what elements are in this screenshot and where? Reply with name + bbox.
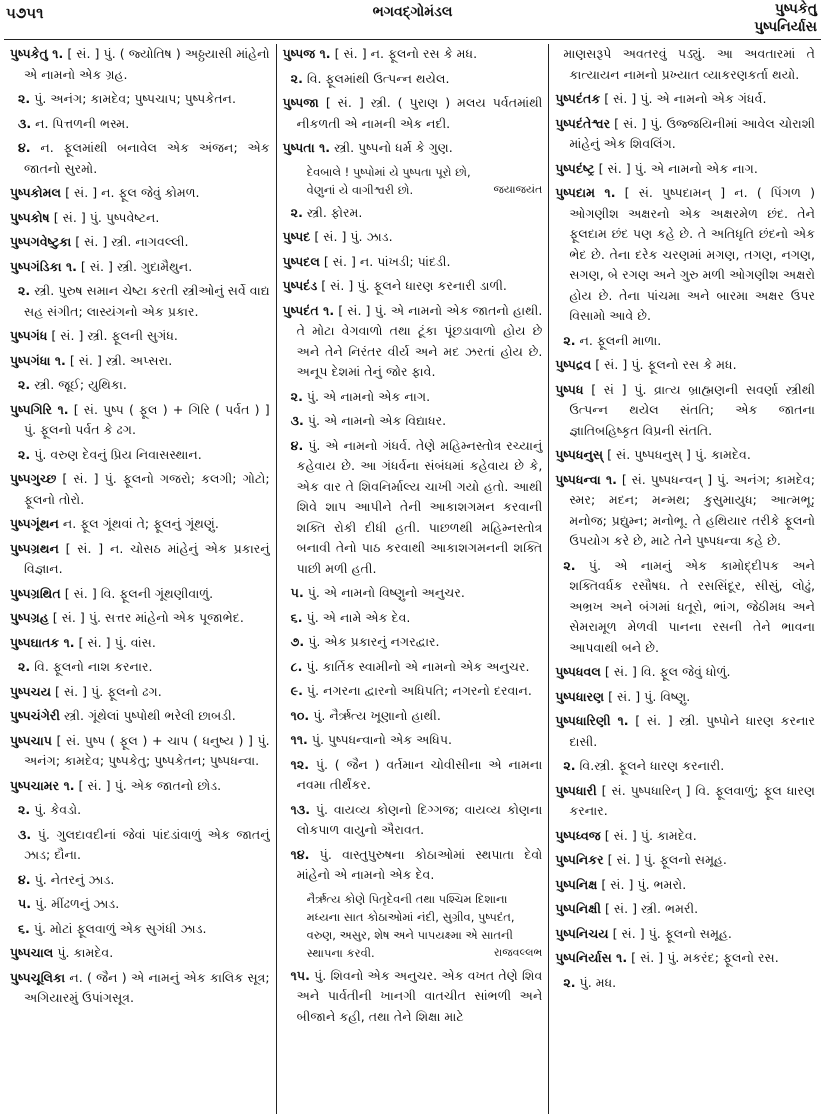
sense-entry [10,114,270,135]
sense-entry [283,69,543,90]
headword: પુષ્પચય [10,683,52,699]
headword: પુષ્પચૂલિકા [10,969,66,985]
headword: પુષ્પદંતક [555,91,601,106]
definition: [ સં. ] ન. પાંખડી; પાંદડી. [319,253,451,269]
definition: [ સં. ] પું. ફૂલનો સમૂહ. [608,925,732,941]
headword: પુષ્પચામર ૧. [10,777,75,793]
sense-number: ૨. [18,91,31,106]
sense-entry [10,89,270,110]
quotation-source: જયાજયંત [493,182,543,196]
sense-number: ૬. [290,609,303,625]
dictionary-entry [283,301,543,383]
dictionary-entry [555,948,815,969]
dictionary-entry [555,875,815,896]
definition: [ સં. ] ન. ફૂલનો રસ કે મધ. [330,46,478,61]
sense-number: ૩. [18,115,32,131]
sense-entry [283,966,543,1028]
definition: પું. વરુણ દેવનું પ્રિય નિવાસસ્થાન. [30,446,202,462]
dictionary-entry [555,781,815,822]
headword: પુષ્પનિચય [555,925,609,941]
sense-entry [10,800,270,821]
sense-entry [283,632,543,653]
guide-word-last: પુષ્પનિર્યાસ [754,19,817,35]
dictionary-entry [10,584,270,605]
headword: પુષ્પકોમલ [10,185,62,200]
dictionary-entry [10,326,270,347]
sense-entry [283,657,543,678]
sense-number: ૧૫. [290,967,310,983]
dictionary-entry [10,968,270,1009]
sense-number: ૫. [290,585,304,600]
definition: [ સં. ] ન. ફૂલ જેવું કોમળ. [61,185,200,200]
definition: [ સં. ] પું. એક જાતનો છોડ. [74,777,222,793]
definition: [ સં. ] પું. મકરંદ; ફૂલનો રસ. [627,950,779,965]
headword: પુષ્પજા [282,95,319,110]
definition: [ સં. ] પું. ભમરો. [597,876,687,892]
sense-number: ૩. [18,826,32,842]
dictionary-entry [555,380,815,442]
definition: સ્ત્રી. ગૂંથેલાં પુષ્પોથી ભરેલી છાબડી. [60,708,236,723]
sense-number: ૨. [18,283,31,298]
definition: [ સં. ] પું. ઝાડ. [310,229,393,244]
sense-entry [10,894,270,915]
definition: [ સં. પુષ્પધનુસ્ ] પું. કામદેવ. [603,447,751,462]
definition: વિ.સ્ત્રી. ફૂલને ધારણ કરનારી. [575,758,725,773]
definition: [ સં. ] પું. વાંસ. [74,634,156,650]
dictionary-entry [10,731,270,772]
definition: પું. કેવડો. [30,802,82,817]
definition: [ સં. ] ન. ચોસઠ માંહેનું એક પ્રકારનું વિજ્ઞાન. [24,540,270,576]
sense-number: ૫. [18,896,32,911]
dictionary-entry [555,687,815,708]
quotation-line [307,163,543,181]
dictionary-entry [10,44,270,85]
dictionary-entry [555,114,815,155]
sense-number: ૧૦. [290,707,310,723]
quotation-text: દેવબાલે ! પુષ્પોમાં યે પુષ્પતા પૂરો છો, [306,164,471,179]
sense-entry [283,411,543,432]
definition: [ સં. પુષ્પધન્વન્ ] પું. અનંગ; કામદેવ; સ્મર; મદન; મન્મથ; કુસુમાયુધ; આત્મભૂ; મનોજ; પ્રદ્યુમ્ન; મનોભૂ. તે હથિયાર તરીકે ફૂલનો ઉપયોગ કરે છે, માટે તેને પુષ્પધન્વા કહે છે. [569,471,816,548]
definition: [ સં. ] પું. સત્તર માંહેનો એક પૂજાભેદ. [48,610,244,625]
page-number: ૫૭૫૧ [6,4,44,22]
headword: પુષ્પગિરિ ૧. [10,401,69,417]
dictionary-entry [10,539,270,580]
sense-number: ૨. [563,758,576,773]
definition: [ સં. ] પું. કામદેવ. [600,827,697,843]
definition: [ સં. પુષ્પ ( ફૂલ ) + ચાપ ( ધનુષ્ય ) ] પું. અનંગ; કામદેવ; પુષ્પકેતુ; પુષ્પકેતન; પુષ્પધન્વા. [24,732,270,768]
definition: ન. ફૂલની માળા. [575,332,662,348]
headword: પુષ્પધારિણી ૧. [555,713,629,728]
quotation-line [307,890,543,962]
definition: પું. એક પ્રકારનું નગરદ્વાર. [304,634,440,649]
definition: પું. વાસ્તુપુરુષના કોઠાઓમાં સ્થપાતા દેવો માંહેનો એ નામનો એક દેવ. [296,846,543,882]
definition: પું. એ નામનો ગંધર્વ. તેણે મહિમ્નસ્તોત્ર રચ્યાનું કહેવાય છે. આ ગંધર્વના સંબંધમાં કહેવાય છે કે, એક વાર તે શિવનિર્માલ્ય ચાખી ગયો હતો. આથી શિવે શાપ આપીને તેની આકાશગમન કરવાની શક્તિ રોકી દીધી હતી. પાછળથી મહિમ્નસ્તોત્ર બનાવી તેનો પાઠ કરવાથી આકાશગમનની શક્તિ પાછી મળી હતી. [296,437,543,576]
quotation-line [307,181,543,199]
dictionary-entry [555,183,815,327]
sense-number: ૨. [290,388,303,404]
sense-entry [283,608,543,629]
dictionary-entry [555,662,815,683]
sense-number: ૨. [563,332,576,348]
headword: પુષ્પગંધા ૧. [10,352,66,368]
dictionary-entry [10,183,270,204]
sense-entry [283,706,543,727]
definition: [ સં. ] પું. ઉજ્જયિનીમાં આવેલ ચોરાશી માંહેનું એક શિવલિંગ. [569,115,816,151]
dictionary-entry [555,355,815,376]
definition: પું. વાયવ્ય કોણનો દિગ્ગજ; વાયવ્ય કોણના લોકપાળ વાયુનો ઐરાવત. [296,801,543,837]
definition: [ સં. ] પું. પુષ્પવેષ્ટન. [49,209,160,225]
guide-word-first: પુષ્પકેતુ [774,1,817,17]
sense-entry [555,331,815,352]
headword: પુષ્પદામ ૧. [555,185,616,200]
dictionary-entry [555,850,815,871]
sense-entry [283,583,543,604]
definition: પું. મીંઢળનું ઝાડ. [31,896,120,911]
headword: પુષ્પતા ૧. [282,140,331,155]
headword: પુષ્પગુચ્છ [10,471,57,486]
quotation-text: નૈર્ઋત્ય કોણે પિતૃદેવની તથા પશ્ચિમ દિશાના મધ્યના સાત કોઠાઓમાં નંદી, સુગ્રીવ, પુષ્પદંત, વરુણ, અસુર, શેષ અને પાપયક્ષ્મા એ સાતની સ્થાપના કરવી. [306,891,515,960]
definition: પું. એ નામનો એક નાગ. [302,388,431,404]
headword: પુષ્પચંગેરી [10,708,61,723]
quotation-source: રાજવલ્લભ [493,945,543,959]
sense-entry [283,681,543,702]
sense-entry [283,436,543,580]
sense-number: ૨. [563,557,576,573]
headword: પુષ્પદંડ [282,278,318,293]
dictionary-entry [283,276,543,297]
definition: પું. પુષ્પધન્વાનો એક અધિપ. [307,732,453,747]
dictionary-entry [10,469,270,510]
definition: પું. કાર્તિક સ્વામીનો એ નામનો એક અનુચર. [302,658,530,674]
definition: [ સં. ] પું. વિષ્ણુ. [604,688,691,704]
sense-entry [283,730,543,751]
headword: પુષ્પનિકર [555,852,604,867]
definition: ન. ફૂલમાંથી બનાવેલ એક અંજન; એક જાતનો સુરમો. [24,140,270,176]
definition: [ સં. ] પું. ( જ્યોતિષ ) અઠ્ઠયાસી માંહેનો એ નામનો એક ગ્રહ. [24,46,270,82]
sense-number: ૭. [290,634,305,649]
sense-number: ૪. [18,871,31,887]
definition: પું. એ નામનો વિષ્ણુનો અનુચર. [303,585,465,600]
sense-number: ૧૨. [290,756,310,772]
headword: પુષ્પકોષ [10,209,50,225]
headword: પુષ્પગવેષ્ટુકા [10,234,72,249]
sense-number: ૪. [290,437,304,453]
definition: [ સં. ] પું. ફૂલનો રસ કે મધ. [591,357,737,372]
definition: પું. નેતરનું ઝાડ. [30,871,115,887]
definition: પું. ( જૈન ) વર્તમાન ચોવીસીના એ નામના નવમા તીર્થંકર. [296,756,543,792]
definition: [ સં. ] પું. ફૂલનો ગજરો; કલગી; ગોટો; ફૂલનો તોરો. [24,471,270,507]
sense-entry [555,756,815,777]
dictionary-entry [283,252,543,273]
column-2 [276,44,549,1114]
dictionary-entry [555,159,815,180]
headword: પુષ્પધ્વજ [555,827,601,843]
dictionary-entry [10,514,270,535]
definition: [ સં. ] સ્ત્રી. ભમરી. [600,901,699,916]
sense-entry [10,919,270,940]
definition: [ સં ] પું. વ્રાત્ય બ્રાહ્મણની સવર્ણા સ્ત્રીથી ઉત્પન્ન થયેલ સંતતિ; એક જાતના જ્ઞાતિબહિષ્કૃત વિપ્રની સંતતિ. [569,381,816,438]
definition: [ સં. ] સ્ત્રી. પુષ્પોને ધારણ કરનાર દાસી. [569,713,816,749]
dictionary-entry [283,227,543,248]
sense-entry [10,445,270,466]
dictionary-entry [10,682,270,703]
definition: [ સં. ] સ્ત્રી. ગુદામૈથુન. [76,258,193,274]
headword: પુષ્પદંષ્ટ્ર [555,160,595,176]
sense-entry [283,387,543,408]
dictionary-entry [555,470,815,552]
sense-entry [10,138,270,179]
sense-entry [10,825,270,866]
sense-number: ૨. [18,446,31,462]
definition: [ સં. પુષ્પધારિન્ ] વિ. ફૂલવાળું; ફૂલ ધારણ કરનાર. [569,782,816,818]
headword: પુષ્પધારણ [555,688,605,704]
dictionary-entry [10,608,270,629]
sense-entry [10,375,270,396]
dictionary-entry [10,633,270,654]
dictionary-entry [10,232,270,253]
sense-number: ૨. [18,377,31,392]
dictionary-entry [10,706,270,727]
definition: પું. નૈર્ઋત્ય ખૂણાનો હાથી. [309,707,441,723]
definition: માણસરૂપે અવતરવું પડ્યું. આ અવતારમાં તે કાત્યાયન નામનો પ્રખ્યાત વ્યાકરણકર્તા થયો. [563,46,816,82]
dictionary-entry [10,943,270,964]
dictionary-entry [10,257,270,278]
definition: [ સં. ] પું. ફૂલનો સમૂહ. [603,852,727,867]
sense-number: ૨. [290,70,303,86]
definition: પું. નગરના દ્વારનો અધિપતિ; નગરનો દરવાન. [302,683,532,698]
dictionary-entry [555,445,815,466]
definition: પું. કામદેવ. [53,945,114,960]
definition: [ સં. ] સ્ત્રી. નાગવલ્લી. [71,234,189,249]
headword: પુષ્પઘાતક ૧. [10,634,75,650]
headword: પુષ્પધન્વા ૧. [555,471,617,487]
headword: પુષ્પગૂંથન [10,516,59,531]
quotation-text: વેણુનાં યે વાગીશ્વરી છો. [306,182,414,197]
headword: પુષ્પધારી [555,782,597,798]
headword: પુષ્પદ્રવ [555,357,592,372]
sense-entry [555,556,815,659]
sense-entry [283,845,543,886]
dictionary-entry [555,89,815,110]
dictionary-entry [10,400,270,441]
dictionary-entry [10,208,270,229]
sense-number: ૪. [18,140,31,155]
definition: પું. મધ. [575,974,617,990]
definition: પું. એ નામે એક દેવ. [302,609,411,625]
definition: [ સં. ] પું. એ નામનો એક નાગ. [594,160,758,176]
guide-words [754,0,817,36]
headword: પુષ્પગંધ [10,328,48,343]
sense-number: ૧૪. [290,846,310,862]
headword: પુષ્પગ્રહ [10,610,49,625]
definition: સ્ત્રી. ફોરમ. [302,204,363,220]
dictionary-entry [283,93,543,134]
definition: પું. ગુલદાવદીનાં જેવાં પાંદડાંવાળું એક જાતનું ઝાડ; દૌના. [24,826,270,862]
dictionary-entry [555,899,815,920]
definition: [ સં. ] પું. ફૂલનો ઢગ. [51,683,162,699]
sense-entry [283,800,543,841]
headword: પુષ્પજ ૧. [282,46,331,61]
definition: [ સં. પુષ્પદામન્ ] ન. ( પિંગળ ) ઓગણીશ અક્ષરનો એક અક્ષરમેળ છંદ. તેને ફૂલદામ છંદ પણ કહે છે. તે અતિધૃતિ છંદનો એક ભેદ છે. તેના દરેક ચરણમાં મગણ, તગણ, નગણ, સગણ, બે રગણ અને ગુરુ મળી ઓગણીશ અક્ષરો હોય છે. તેના પાંચમા અને બારમા અક્ષર ઉપર વિસામો આવે છે. [569,185,816,323]
headword: પુષ્પદંત ૧. [282,302,335,318]
definition: [ સં. ] પું. ફૂલને ધારણ કરનારી ડાળી. [317,278,507,293]
column-3 [548,44,821,1114]
sense-entry [10,281,270,322]
headword: પુષ્પકેતુ ૧. [10,46,64,61]
definition: ન. ( જૈન ) એ નામનું એક કાલિક સૂત્ર; અગિયારમું ઉપાંગસૂત્ર. [24,969,270,1005]
dictionary-columns [4,44,821,1114]
definition: પું. મોટાં ફૂલવાળું એક સુગંધી ઝાડ. [29,920,207,936]
header-rule [4,39,821,40]
quotation [283,890,543,962]
page-header [0,0,825,40]
headword: પુષ્પદ [282,229,311,244]
definition: વિ. ફૂલમાંથી ઉત્પન્ન થયેલ. [302,70,450,86]
definition: [ સં. ] સ્ત્રી. ફૂલની સુગંધ. [47,328,178,343]
headword: પુષ્પધ [555,381,584,397]
sense-entry [555,973,815,994]
sense-number: ૬. [18,920,30,936]
headword: પુષ્પદલ [282,253,320,269]
book-title: ભગવદ્ગોમંડલ [372,4,453,20]
sense-entry [10,870,270,891]
dictionary-entry [555,826,815,847]
definition: [ સં. ] પું. એ નામનો એક જાતનો હાથી. તે મોટા વેગવાળો તથા ટૂંકા પૂંછડાવાળો હોય છે અને તેને નિરંતર વીર્ય અને મદ ઝરતાં હોય છે. અનૂપ દેશમાં તેનું જોર ફાવે. [296,302,543,379]
headword: પુષ્પનિર્યાસ ૧. [555,950,628,965]
definition: [ સં. પુષ્પ ( ફૂલ ) + ગિરિ ( પર્વત ) ] પું. ફૂલનો પર્વત કે ઢગ. [24,401,270,437]
headword: પુષ્પગંડિકા ૧. [10,258,77,274]
sense-entry [283,203,543,224]
definition: [ સં. ] વિ. ફૂલની ગૂંથણીવાળું. [60,585,214,601]
sense-number: ૨. [18,802,31,817]
sense-number: ૨. [563,974,576,990]
dictionary-entry [555,924,815,945]
definition: વિ. ફૂલનો નાશ કરનાર. [30,659,153,674]
headword: પુષ્પધવલ [555,664,601,679]
sense-number: ૮. [290,658,303,674]
quotation [283,163,543,199]
definition: સ્ત્રી. જૂઈ; યુથિકા. [30,377,127,392]
definition: [ સં. ] વિ. ફૂલ જેવું ધોળું. [600,664,731,679]
dictionary-entry [10,351,270,372]
headword: પુષ્પનિક્ષ [555,876,598,892]
definition: પું. એ નામનો એક વિદ્યાધર. [303,413,447,428]
headword: પુષ્પચાલ [10,945,54,960]
sense-number: ૯. [290,683,303,698]
sense-entry [555,44,815,85]
headword: પુષ્પગ્રથન [10,540,59,556]
sense-number: ૧૩. [290,801,311,817]
dictionary-entry [10,776,270,797]
definition: [ સં. ] પું. એ નામનો એક ગંધર્વ. [600,91,767,106]
sense-number: ૨. [290,204,303,220]
dictionary-entry [283,138,543,159]
definition: [ સં. ] સ્ત્રી. ( પુરાણ ) મલય પર્વતમાંથી નીકળતી એ નામની એક નદી. [296,95,543,131]
definition: સ્ત્રી. પુષ્પનો ધર્મ કે ગુણ. [330,140,453,155]
definition: પું. એ નામનું એક કામોદ્દીપક અને શક્તિવર્ધક રસૌષધ. તે રસસિંદૂર, સીસું, લોઢું, અભ્રખ અને બંગમાં ધતૂરો, ભાંગ, જેઠીમધ અને સેમરામૂળ મેળવી પાનના રસની તેને ભાવના આપવાથી બને છે. [569,557,816,655]
definition: [ સં. ] સ્ત્રી. અપ્સરા. [65,352,173,368]
headword: પુષ્પધનુસ્ [555,447,604,462]
headword: પુષ્પગ્રથિત [10,585,61,601]
column-1 [4,44,276,1114]
sense-number: ૨. [18,659,31,674]
sense-number: ૩. [290,413,304,428]
headword: પુષ્પનિક્ષી [555,901,601,916]
dictionary-entry [555,711,815,752]
definition: ન. પિત્તળની ભસ્મ. [31,115,130,131]
definition: પું. અનંગ; કામદેવ; પુષ્પચાપ; પુષ્પકેતન. [30,91,236,106]
sense-entry [283,755,543,796]
headword: પુષ્પચાપ [10,732,52,748]
definition: ન. ફૂલ ગૂંથવાં તે; ફૂલનું ગૂંથણું. [58,516,219,531]
definition: સ્ત્રી. પુરુષ સમાન ચેષ્ટા કરતી સ્ત્રીઓનું સર્વે વાદ્ય સહ સંગીત; લાસ્યંગનો એક પ્રકાર. [24,283,270,319]
sense-number: ૧૧. [290,732,308,747]
dictionary-entry [283,44,543,65]
headword: પુષ્પદંતેશ્વર [555,115,611,131]
sense-entry [10,657,270,678]
definition: પું. શિવનો એક અનુચર. એક વખત તેણે શિવ અને પાર્વતીની ખાનગી વાતચીત સાંભળી અને બીજાને કહી, તથા તેને શિક્ષા માટે [296,967,543,1024]
